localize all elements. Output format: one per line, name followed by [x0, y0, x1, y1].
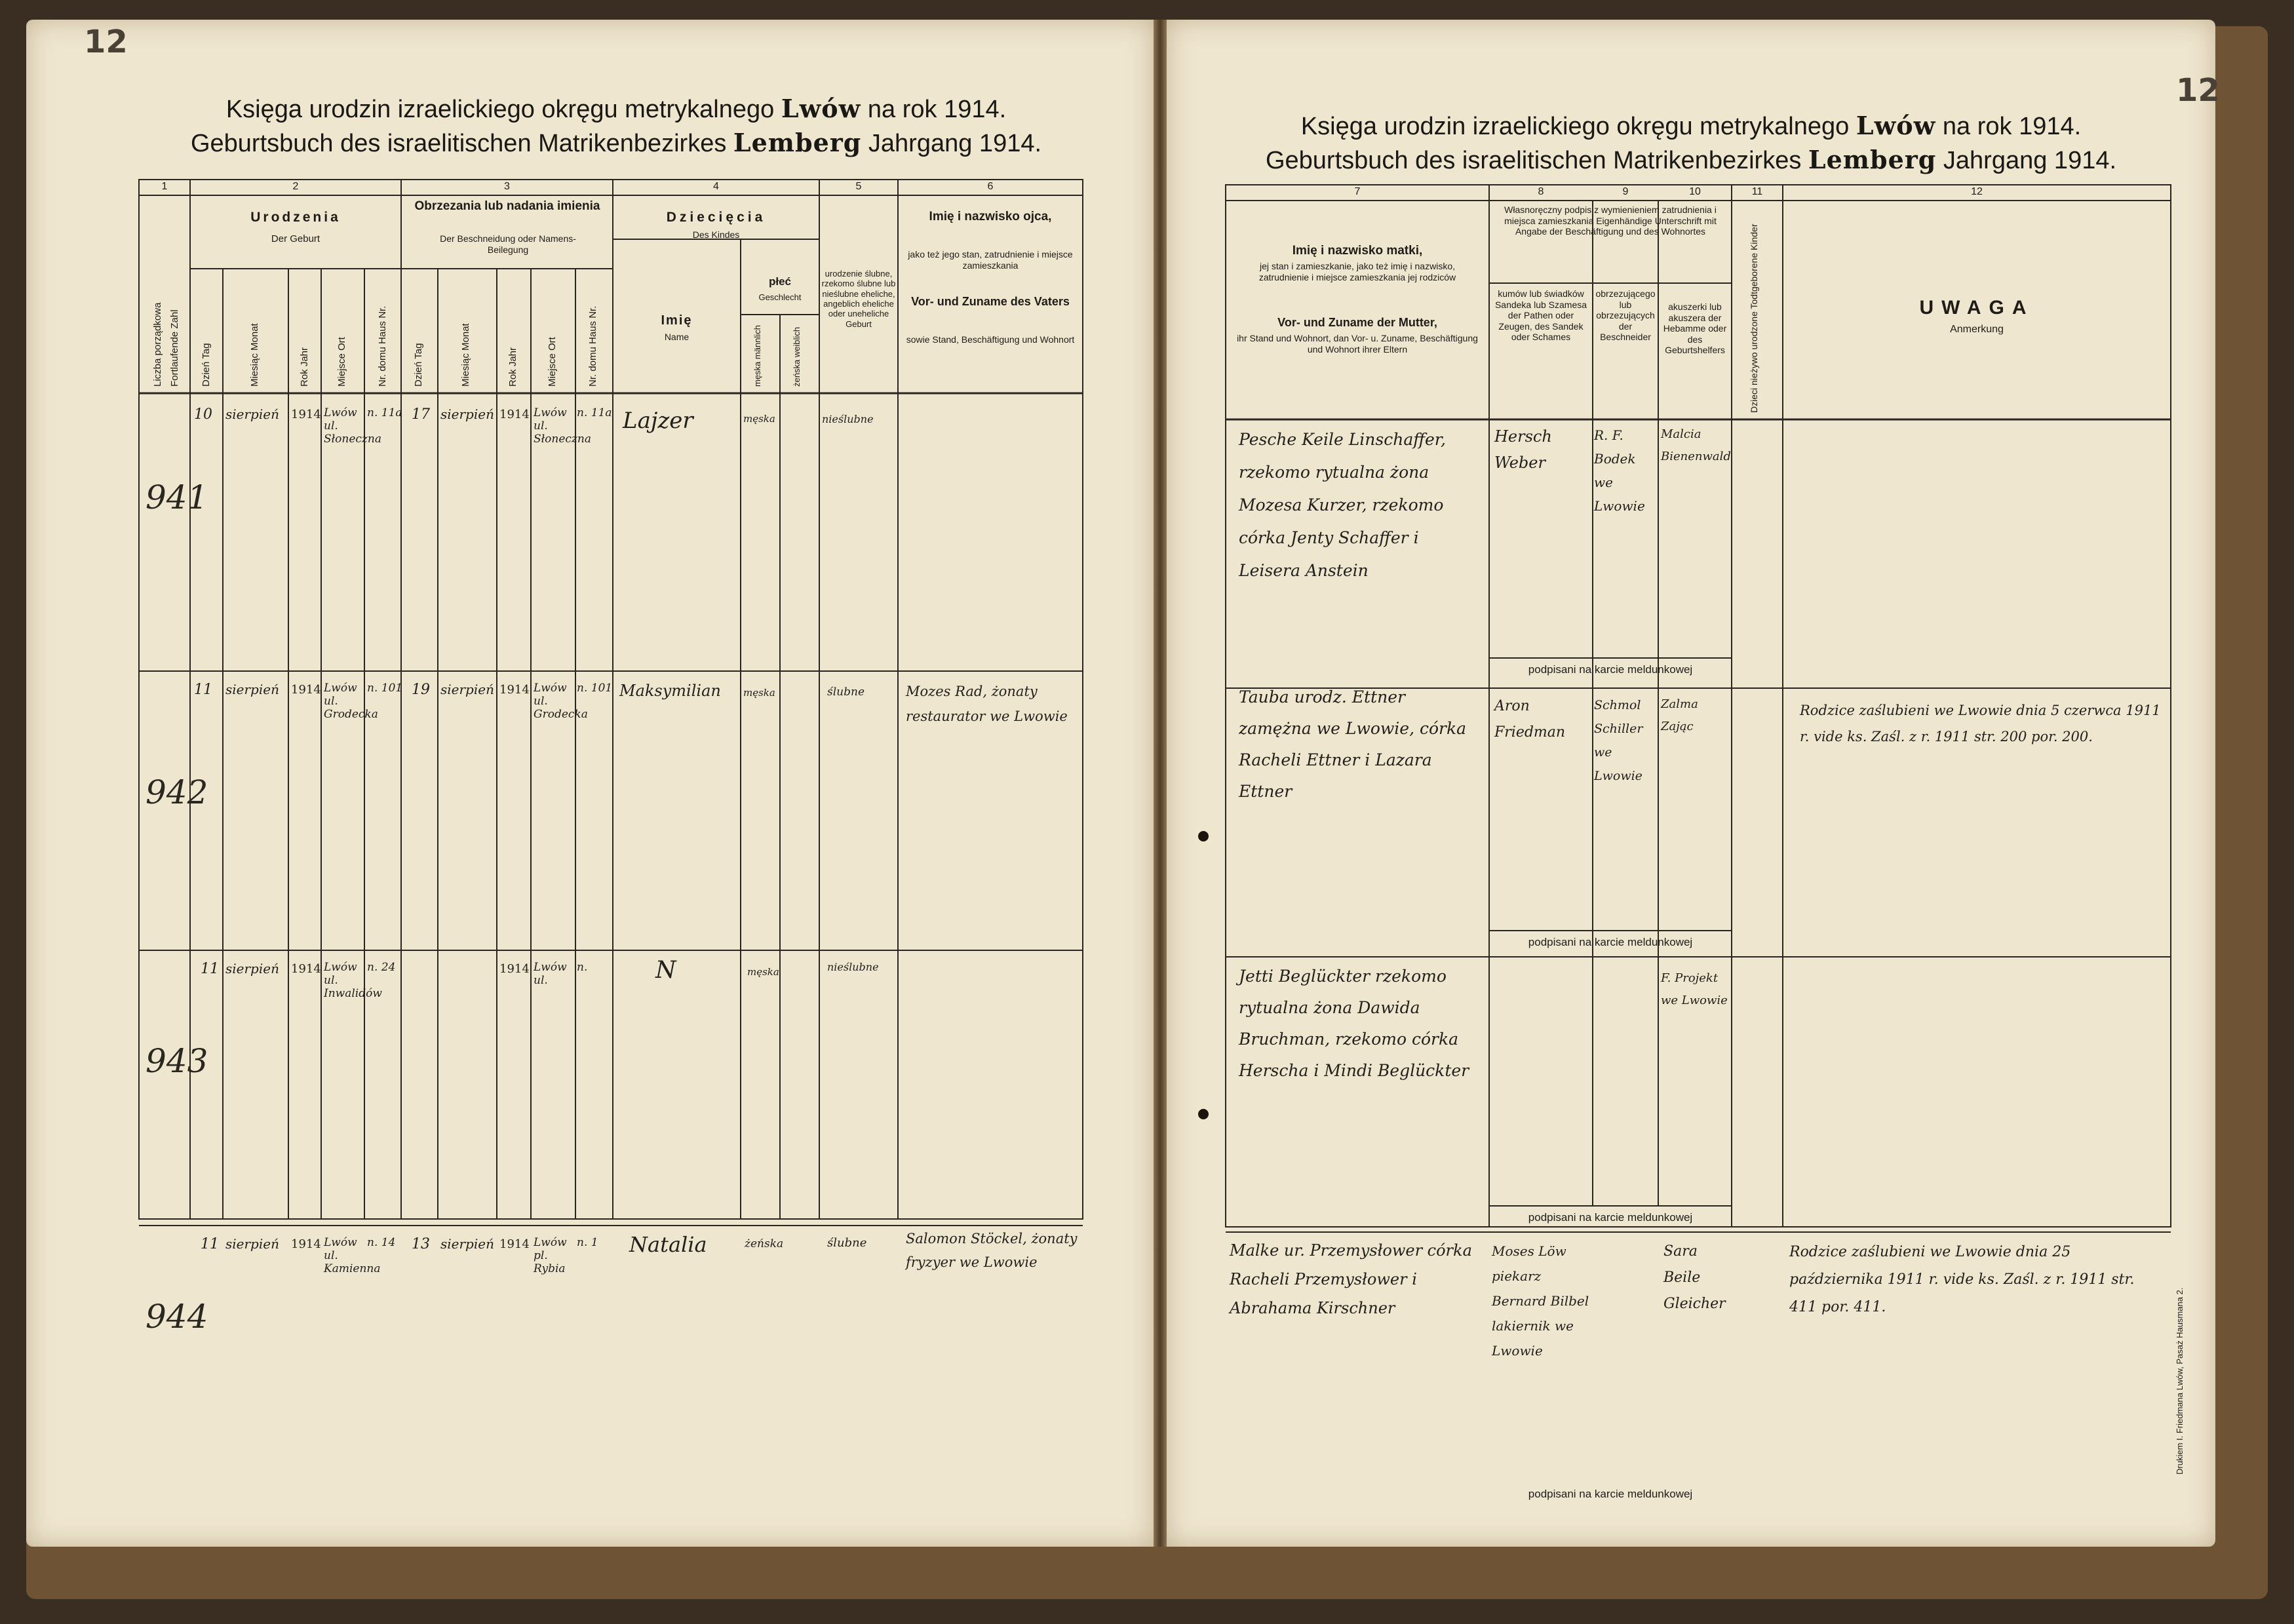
header-birth: Urodzenia: [250, 210, 341, 225]
remark: Rodzice zaślubieni we Lwowie dnia 5 czerwca 1911 r. vide ks. Zaśl. z r. 1911 str. 200 por. 200.: [1800, 703, 2161, 744]
circ-house: n. 1: [577, 1236, 598, 1249]
header-child-name-de: Name: [664, 332, 690, 342]
header-entry-number: Liczba porządkowa: [152, 302, 163, 387]
circumciser-signature: Schmol Schiller we Lwowie: [1594, 698, 1643, 783]
right-title-de: Geburtsbuch des israelitischen Matrikenbezirkes Lemberg Jahrgang 1914.: [1265, 145, 2117, 174]
child-legitimacy: nieślubne: [822, 413, 874, 425]
mother-name: Pesche Keile Linschaffer, rzekomo rytualna żona Mozesa Kurzer, rzekomo córka Jenty Schaffer i Leisera Anstein: [1239, 430, 1446, 580]
header-year: Rok Jahr: [507, 347, 518, 387]
circ-place: Lwów pl. Rybia: [534, 1236, 567, 1275]
circ-day: 13: [412, 1236, 430, 1252]
child-sex: męska: [747, 966, 779, 978]
birth-day: 11: [201, 961, 219, 977]
child-name: Natalia: [629, 1232, 707, 1257]
col-number: 1: [161, 181, 168, 192]
header-day: Dzień Tag: [201, 343, 212, 387]
birth-place: Lwów ul. Inwalidów: [324, 961, 382, 1000]
birth-place: Lwów ul. Słoneczna: [324, 406, 381, 446]
midwife-signature: Zalma Zając: [1661, 697, 1698, 733]
circ-year: 1914: [499, 683, 530, 697]
birth-month: sierpień: [225, 406, 279, 422]
circ-day: 19: [412, 682, 430, 698]
circ-year: 1914: [499, 408, 530, 421]
header-place: Miejsce Ort: [336, 337, 347, 387]
birth-month: sierpień: [225, 682, 279, 697]
col-number: 8: [1538, 186, 1544, 197]
header-signatures: Własnoręczny podpis z wymienieniem zatrudnienia i miejsca zamieszkania Eigenhändige Unterschrift mit Angabe der Beschäftigung und des Wohnortes: [1504, 204, 1717, 237]
header-house: Nr. domu Haus Nr.: [587, 305, 598, 387]
circ-house: n. 101: [577, 682, 613, 695]
birth-house: n. 101: [367, 682, 403, 695]
circ-year: 1914: [499, 1237, 530, 1251]
birth-month: sierpień: [225, 961, 279, 976]
signed-note: podpisani na karcie meldunkowej: [1528, 1488, 1693, 1500]
col-number: 10: [1689, 186, 1701, 197]
header-house: Nr. domu Haus Nr.: [377, 305, 388, 387]
birth-house: n. 24: [367, 961, 396, 974]
entry-number: 944: [146, 1298, 208, 1336]
circ-year: 1914: [499, 962, 530, 976]
col-number: 7: [1354, 186, 1361, 197]
header-legitimacy: urodzenie ślubne, rzekomo ślubne lub nieślubne eheliche, angeblich eheliche oder uneheliche Geburt: [821, 269, 896, 329]
father-name: Mozes Rad, żonaty restaurator we Lwowie: [906, 684, 1068, 724]
entry-number: 941: [146, 478, 208, 516]
signed-note: podpisani na karcie meldunkowej: [1528, 1211, 1693, 1224]
header-circumciser: obrzezującego lub obrzezujących der Beschneider: [1595, 288, 1656, 343]
mother-name: Jetti Beglückter rzekomo rytualna żona Dawida Bruchman, rzekomo córka Herscha i Mindi Beglückter: [1239, 967, 1469, 1080]
header-stillborn: Dzieci nieżywo urodzone Todtgeborene Kinder: [1749, 223, 1759, 413]
header-father-info: jako też jego stan, zatrudnienie i miejsce zamieszkania: [908, 249, 1073, 271]
col-number: 9: [1622, 186, 1629, 197]
witness-signature: Moses Löw piekarz Bernard Bilbel lakiernik we Lwowie: [1492, 1243, 1589, 1359]
col-number: 3: [504, 181, 510, 192]
child-legitimacy: ślubne: [827, 686, 865, 699]
header-child-de: Des Kindes: [692, 229, 740, 240]
witness-signature: Aron Friedman: [1494, 698, 1566, 741]
col-number: 6: [987, 181, 994, 192]
left-title-pl: Księga urodzin izraelickiego okręgu metrykalnego Lwów na rok 1914.: [225, 94, 1007, 123]
header-circumcision: Obrzezania lub nadania imienia: [414, 199, 600, 213]
header-mother-info-de: ihr Stand und Wohnort, dan Vor- u. Zuname, Beschäftigung und Wohnort ihrer Eltern: [1237, 333, 1478, 355]
col-number: 11: [1751, 186, 1763, 197]
header-day: Dzień Tag: [413, 343, 424, 387]
signed-note: podpisani na karcie meldunkowej: [1528, 663, 1693, 676]
birth-place: Lwów ul. Grodecka: [324, 682, 378, 721]
witness-signature: Hersch Weber: [1494, 427, 1552, 472]
birth-year: 1914: [291, 1237, 321, 1251]
birth-year: 1914: [291, 683, 321, 697]
circ-house: n. 11a: [577, 406, 612, 419]
header-father: Imię i nazwisko ojca,: [929, 210, 1052, 223]
header-sex: płeć: [768, 275, 792, 288]
birth-day: 10: [194, 406, 212, 423]
header-child-name: Imię: [661, 313, 693, 328]
header-place: Miejsce Ort: [547, 337, 558, 387]
circ-house: n.: [577, 961, 588, 974]
child-sex: żeńska: [745, 1237, 784, 1250]
mother-name: Malke ur. Przemysłower córka Racheli Przemysłower i Abrahama Kirschner: [1230, 1241, 1472, 1317]
header-sex-de: Geschlecht: [758, 292, 802, 302]
birth-house: n. 14: [367, 1236, 396, 1249]
child-legitimacy: ślubne: [827, 1236, 867, 1250]
header-midwife: akuszerki lub akuszera der Hebamme oder des Geburtshelfers: [1663, 301, 1727, 356]
birth-day: 11: [194, 682, 212, 698]
signed-note: podpisani na karcie meldunkowej: [1528, 936, 1693, 948]
midwife-signature: F. Projekt we Lwowie: [1661, 971, 1728, 1007]
header-mother-info: jej stan i zamieszkanie, jako też imię i nazwisko, zatrudnienie i miejsce zamieszkania jej rodziców: [1258, 261, 1456, 282]
header-circumcision-de: Der Beschneidung oder Namens-Beilegung: [440, 233, 576, 255]
header-father-de: Vor- und Zuname des Vaters: [911, 295, 1070, 308]
col-number: 4: [713, 181, 719, 192]
mother-name: Tauba urodz. Ettner zamężna we Lwowie, córka Racheli Ettner i Lazara Ettner: [1239, 687, 1467, 801]
header-month: Miesiąc Monat: [249, 323, 260, 387]
entry-number: 943: [146, 1042, 208, 1080]
child-name: Lajzer: [623, 408, 693, 434]
left-page-number: 12: [84, 24, 128, 60]
left-title-de: Geburtsbuch des israelitischen Matrikenbezirkes Lemberg Jahrgang 1914.: [190, 128, 1042, 157]
header-entry-number-de: Fortlaufende Zahl: [169, 309, 180, 387]
birth-month: sierpień: [225, 1236, 279, 1252]
header-year: Rok Jahr: [299, 347, 310, 387]
birth-house: n. 11a: [367, 406, 402, 419]
birth-year: 1914: [291, 962, 321, 976]
header-remarks: UWAGA: [1919, 297, 2034, 319]
header-child: Dziecięcia: [666, 210, 766, 225]
header-month: Miesiąc Monat: [460, 323, 471, 387]
father-name: Salomon Stöckel, żonaty fryzyer we Lwowie: [906, 1231, 1078, 1270]
circ-month: sierpień: [440, 682, 494, 697]
circumciser-signature: R. F. Bodek we Lwowie: [1594, 427, 1645, 514]
midwife-signature: Sara Beile Gleicher: [1663, 1243, 1726, 1312]
right-page-number: 12: [2176, 72, 2220, 109]
circ-day: 17: [412, 406, 430, 423]
header-mother: Imię i nazwisko matki,: [1292, 244, 1423, 258]
circ-month: sierpień: [440, 1236, 494, 1252]
right-title-pl: Księga urodzin izraelickiego okręgu metrykalnego Lwów na rok 1914.: [1300, 111, 2082, 140]
birth-year: 1914: [291, 408, 321, 421]
child-sex: męska: [743, 687, 775, 699]
remark: Rodzice zaślubieni we Lwowie dnia 25 października 1911 r. vide ks. Zaśl. z r. 1911 str. 411 por. 411.: [1789, 1244, 2135, 1315]
circ-place: Lwów ul.: [534, 961, 567, 987]
header-witnesses: kumów lub świadków Sandeka lub Szamesa der Pathen oder Zeugen, des Sandek oder Schames: [1494, 288, 1587, 343]
circ-month: sierpień: [440, 406, 494, 422]
header-father-info-de: sowie Stand, Beschäftigung und Wohnort: [906, 334, 1075, 345]
header-male: męska männlich: [752, 325, 762, 387]
entry-number: 942: [146, 773, 208, 811]
midwife-signature: Malcia Bienenwald: [1661, 427, 1731, 463]
header-mother-de: Vor- und Zuname der Mutter,: [1277, 316, 1437, 329]
child-sex: męska: [743, 413, 775, 425]
header-remarks-de: Anmerkung: [1950, 324, 2004, 335]
birth-day: 11: [201, 1236, 219, 1252]
child-name: Maksymilian: [619, 682, 721, 700]
header-female: żeńska weiblich: [792, 326, 802, 387]
printer-imprint: Drukiem I. Friedmana Lwów, Pasaż Hausmana 2.: [2175, 1287, 2185, 1475]
child-legitimacy: nieślubne: [827, 961, 879, 973]
col-number: 12: [1971, 186, 1983, 197]
child-name: N: [655, 957, 676, 984]
circ-place: Lwów ul. Grodecka: [534, 682, 588, 721]
birth-place: Lwów ul. Kamienna: [324, 1236, 381, 1275]
header-birth-de: Der Geburt: [271, 233, 321, 244]
col-number: 2: [292, 181, 299, 192]
circ-place: Lwów ul. Słoneczna: [534, 406, 591, 446]
col-number: 5: [855, 181, 862, 192]
